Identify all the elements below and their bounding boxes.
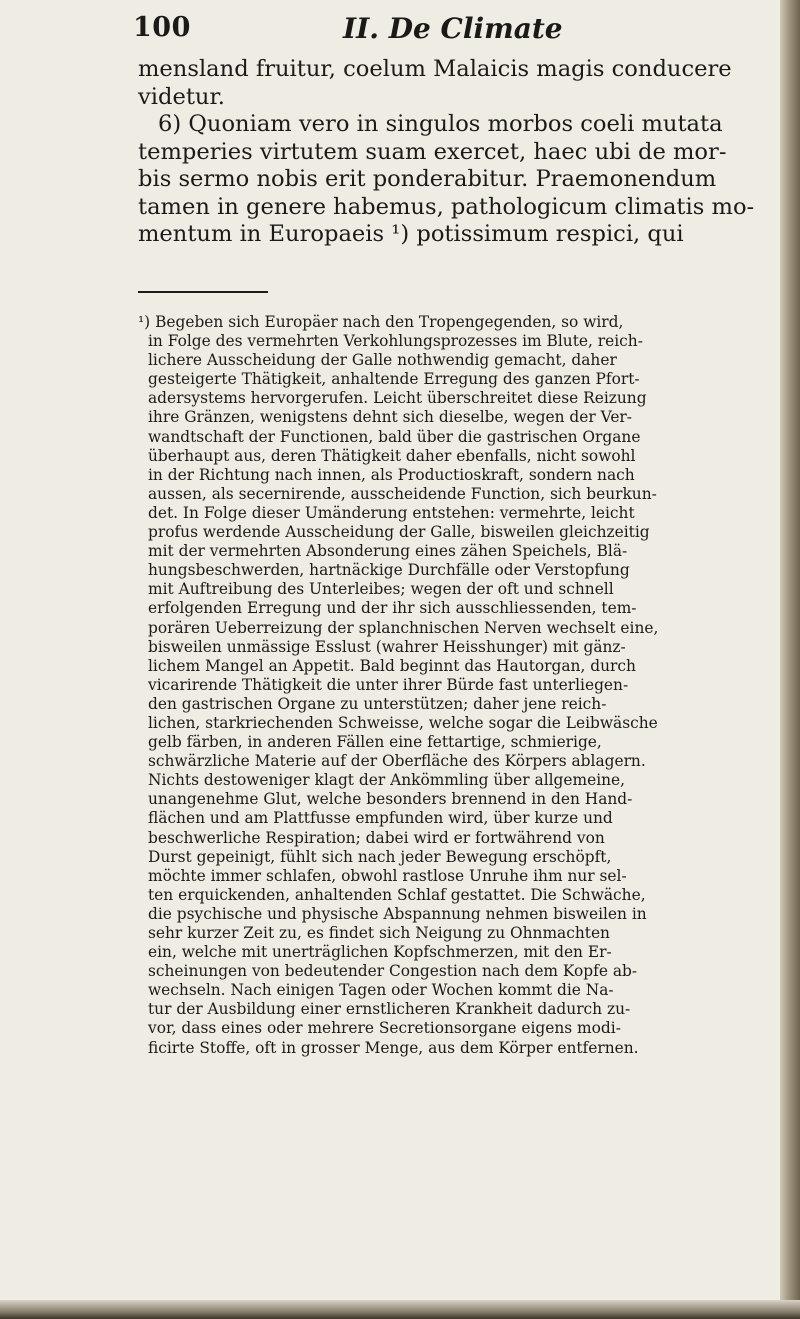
footnote-line: Nichts destoweniger klagt der Ankömmling über allgemeine,	[148, 771, 626, 790]
footnote-line: profus werdende Ausscheidung der Galle, bisweilen gleichzeitig	[148, 523, 650, 542]
footnote-line: vicarirende Thätigkeit die unter ihrer Bürde fast unterliegen-	[148, 675, 629, 694]
footnote-line: den gastrischen Organe zu unterstützen; daher jene reich-	[148, 694, 607, 713]
footnote-line: die psychische und physische Abspannung nehmen bisweilen in	[148, 904, 647, 923]
footnote-line: beschwerliche Respiration; dabei wird er fortwährend von	[148, 828, 605, 847]
footnote-line: schwärzliche Materie auf der Oberfläche des Körpers ablagern.	[148, 752, 646, 771]
footnote-line: mit Auftreibung des Unterleibes; wegen der oft und schnell	[148, 580, 614, 599]
footnote-line: ¹) Begeben sich Europäer nach den Tropengegenden, so wird,	[138, 313, 624, 331]
footnote-line: überhaupt aus, deren Thätigkeit daher ebenfalls, nicht sowohl	[148, 446, 636, 465]
footnote-line: in Folge des vermehrten Verkohlungsprozesses im Blute, reich-	[148, 332, 643, 351]
footnote-line: wandtschaft der Functionen, bald über die gastrischen Organe	[148, 427, 641, 446]
footnote-line: porären Ueberreizung der splanchnischen Nerven wechselt eine,	[148, 618, 659, 637]
footnote-line: tur der Ausbildung einer ernstlicheren Krankheit dadurch zu-	[148, 1000, 631, 1019]
page-number: 100	[133, 12, 191, 43]
footnote-line: erfolgenden Erregung und der ihr sich ausschliessenden, tem-	[148, 599, 637, 618]
footnote-line: möchte immer schlafen, obwohl rastlose Unruhe ihm nur sel-	[148, 866, 627, 885]
footnote-line: adersystems hervorgerufen. Leicht überschreitet diese Reizung	[148, 389, 647, 408]
main-text-line: 6) Quoniam vero in singulos morbos coeli mutata	[158, 111, 723, 137]
footnote-line: bisweilen unmässige Esslust (wahrer Heisshunger) mit gänz-	[148, 637, 626, 656]
footnote-line: scheinungen von bedeutender Congestion nach dem Kopfe ab-	[148, 962, 638, 981]
main-text-line: mentum in Europaeis ¹) potissimum respici, qui	[138, 221, 684, 247]
footnote-line: gelb färben, in anderen Fällen eine fettartige, schmierige,	[148, 733, 602, 752]
footnote-line: unangenehme Glut, welche besonders brennend in den Hand-	[148, 790, 633, 809]
main-text	[138, 56, 763, 249]
footnote-line: wechseln. Nach einigen Tagen oder Wochen kommt die Na-	[148, 981, 614, 1000]
footnote-line: lichem Mangel an Appetit. Bald beginnt das Hautorgan, durch	[148, 656, 636, 675]
page-header	[133, 12, 740, 52]
footnote-line: det. In Folge dieser Umänderung entstehen: vermehrte, leicht	[148, 503, 635, 522]
page-edge-shadow	[780, 0, 800, 1319]
footnote-line: mit der vermehrten Absonderung eines zähen Speichels, Blä-	[148, 542, 628, 561]
footnote-line: lichen, starkriechenden Schweisse, welche sogar die Leibwäsche	[148, 713, 658, 732]
footnote-line: flächen und am Plattfusse empfunden wird, über kurze und	[148, 809, 613, 828]
footnote-line: sehr kurzer Zeit zu, es findet sich Neigung zu Ohnmachten	[148, 924, 610, 942]
footnote	[138, 313, 768, 1058]
footnote-line: ein, welche mit unerträglichen Kopfschmerzen, mit den Er-	[148, 943, 612, 962]
running-head: II. De Climate	[343, 12, 563, 45]
footnote-line: in der Richtung nach innen, als Productioskraft, sondern nach	[148, 465, 635, 484]
footnote-line: ten erquickenden, anhaltenden Schlaf gestattet. Die Schwäche,	[148, 885, 646, 904]
footnote-line: ihre Gränzen, wenigstens dehnt sich dieselbe, wegen der Ver-	[148, 408, 632, 427]
footnote-line: ficirte Stoffe, oft in grosser Menge, aus dem Körper entfernen.	[148, 1038, 639, 1057]
footnote-line: lichere Ausscheidung der Galle nothwendig gemacht, daher	[148, 351, 617, 370]
main-text-line: mensland fruitur, coelum Malaicis magis conducere	[138, 56, 732, 82]
main-text-line: bis sermo nobis erit ponderabitur. Praemonendum	[138, 166, 717, 192]
main-text-line: temperies virtutem suam exercet, haec ubi de mor-	[138, 138, 727, 165]
footnote-separator	[138, 291, 268, 293]
footnote-line: vor, dass eines oder mehrere Secretionsorgane eigens modi-	[148, 1019, 621, 1038]
footnote-line: hungsbeschwerden, hartnäckige Durchfälle oder Verstopfung	[148, 561, 630, 580]
footnote-line: gesteigerte Thätigkeit, anhaltende Erregung des ganzen Pfort-	[148, 370, 640, 389]
main-text-line: tamen in genere habemus, pathologicum climatis mo-	[138, 193, 755, 220]
footnote-line: Durst gepeinigt, fühlt sich nach jeder Bewegung erschöpft,	[148, 847, 612, 866]
main-text-line: videtur.	[138, 83, 225, 110]
footnote-line: aussen, als secernirende, ausscheidende Function, sich beurkun-	[148, 484, 657, 503]
page-bottom-shadow	[0, 1300, 800, 1319]
